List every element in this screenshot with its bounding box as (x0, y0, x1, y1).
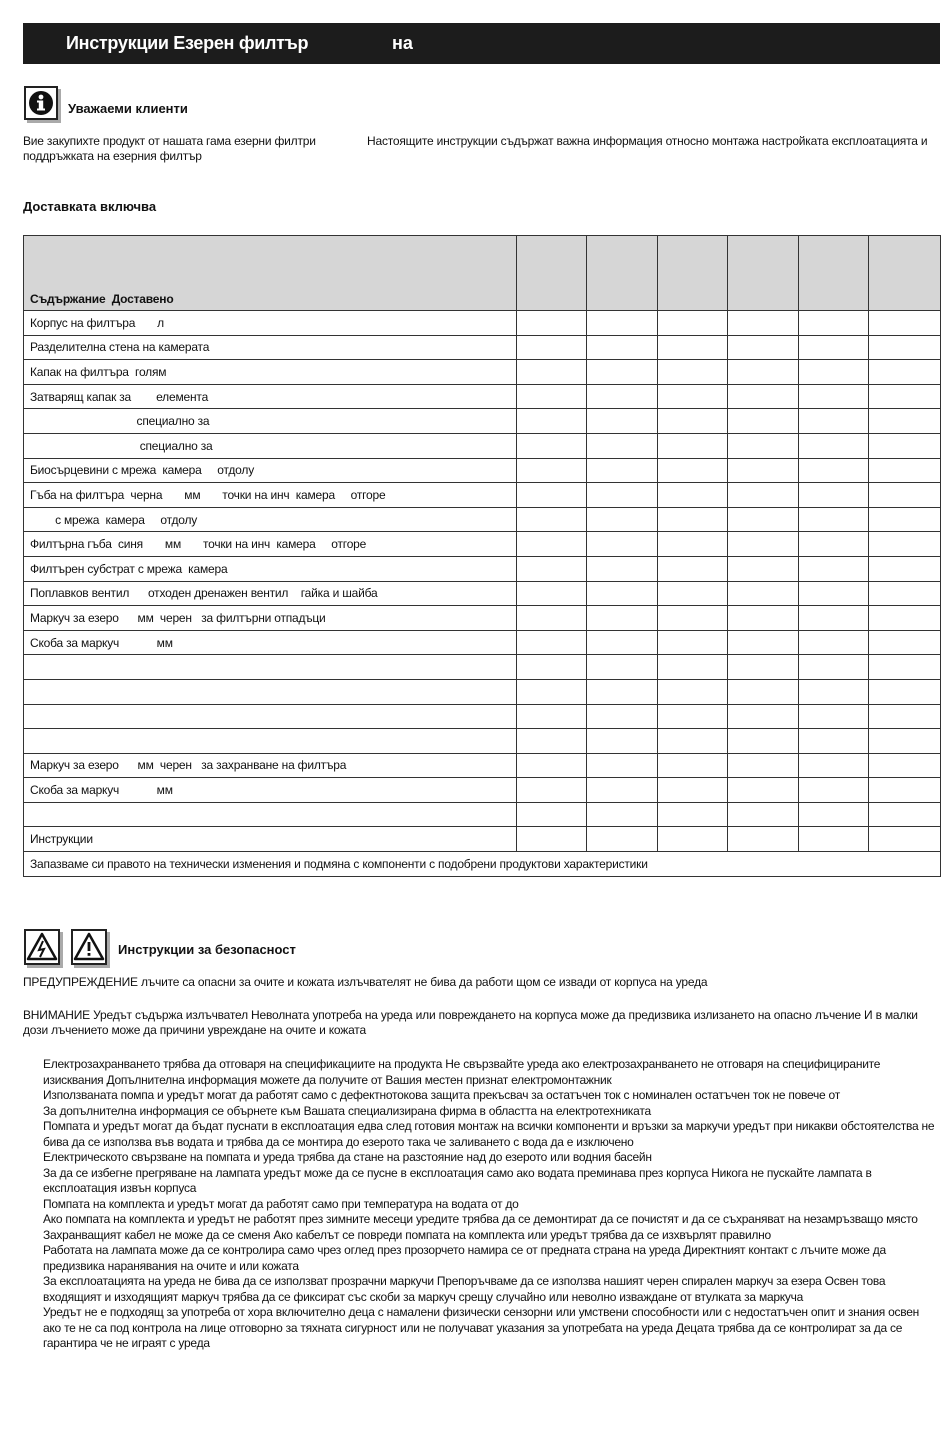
table-row: Затварящ капак за елемента (24, 384, 941, 409)
document-title-suffix: на (392, 33, 413, 53)
table-row (24, 729, 941, 754)
table-row: Разделителна стена на камерата (24, 335, 941, 360)
table-row: Скоба за маркуч мм (24, 630, 941, 655)
delivery-table (23, 235, 941, 877)
safety-item: Електрозахранването трябва да отговаря на спецификациите на продукта Не свързвайте уреда ако електрозахранването не отговаря на специфицираните изисквания Допълнителна информация можете да получите от Вашия местен признат електромонтажник (43, 1057, 881, 1087)
table-row (24, 679, 941, 704)
table-row: специално за (24, 433, 941, 458)
intro-right-text: Настоящите инструкции съдържат важна информация относно монтажа настройката експлоатацията и (367, 134, 928, 148)
title-banner (23, 23, 940, 64)
safety-item: За да се избегне прегряване на лампата уредът може да се пусне в експлоатация само ако водата преминава през корпуса Никога не пускайте лампата в експлоатация извън корпуса (43, 1165, 872, 1195)
table-note: Запазваме си правото на технически изменения и подмяна с компоненти с подобрени продуктови характеристики (24, 852, 941, 877)
table-row: Гъба на филтъра черна мм точки на инч камера отгоре (24, 483, 941, 508)
table-row: Биосърцевини с мрежа камера отдолу (24, 458, 941, 483)
safety-item: Помпата на комплекта и уредът могат да работят само при температура на водата от до (43, 1196, 519, 1211)
safety-instructions-list (43, 1057, 939, 1352)
table-row: Филтърен субстрат с мрежа камера (24, 556, 941, 581)
info-icon (24, 86, 58, 120)
safety-item: Ако помпата на комплекта и уредът не работят през зимните месеци уредите трябва да се демонтират да се почистят и да се съхраняват на незамръзващо място (43, 1212, 918, 1226)
safety-item: Работата на лампата може да се контролира само чрез оглед през прозорчето намира се от предната страна на уреда Директният контакт с лъчите може да предизвика наранявания на очите и или кожата (43, 1243, 886, 1273)
table-row: специално за (24, 409, 941, 434)
intro-left-text: Вие закупихте продукт от нашата гама езерни филтри поддръжката на езерния филтър (23, 134, 316, 163)
table-row: Скоба за маркуч мм (24, 778, 941, 803)
table-row: Поплавков вентил отходен дренажен вентил гайка и шайба (24, 581, 941, 606)
table-row: Маркуч за езеро мм черен за захранване на филтъра (24, 753, 941, 778)
table-row: Капак на филтъра голям (24, 360, 941, 385)
intro-heading: Уважаеми клиенти (68, 101, 188, 116)
table-header-label: Съдържание Доставено (24, 236, 517, 311)
table-row: Корпус на филтъра л (24, 311, 941, 336)
document-title: Инструкции Езерен филтър (66, 33, 309, 53)
table-note-row (24, 852, 941, 877)
safety-item: Уредът не е подходящ за употреба от хора включително деца с намалени физически сензорни или умствени способности или с недостатъчен опит и знания освен ако те не са под контрола на лице отговорно за тяхната сигурност или не получават указания за употребата на уреда Децата трябва да се контролират за да се гарантира че не играят с уреда (43, 1305, 920, 1350)
delivery-heading: Доставката включва (23, 199, 157, 214)
safety-item: Помпата и уредът могат да бъдат пуснати в експлоатация едва след готовия монтаж на всички компоненти и връзки за маркучи уредът при никакви обстоятелства не бива да се използва във водата и трябва да се монтира до езерото така че заливането с вода да е изключено (43, 1119, 935, 1149)
safety-heading: Инструкции за безопасност (118, 942, 296, 957)
safety-warning: ПРЕДУПРЕЖДЕНИЕ лъчите са опасни за очите и кожата излъчвателят не бива да работи щом се извади от корпуса на уреда (23, 975, 708, 989)
safety-item: Захранващият кабел не може да се сменя Ако кабелът се повреди помпата на комплекта или уредът трябва да се изхвърлят правилно (43, 1227, 771, 1242)
table-header-row (24, 236, 941, 311)
safety-item: Използваната помпа и уредът могат да работят само с дефектнотокова защита прекъсвач за остатъчен ток с номинален остатъчен ток не повече от (43, 1088, 840, 1102)
table-row: Маркуч за езеро мм черен за филтърни отпадъци (24, 606, 941, 631)
warning-electric-icon (24, 929, 60, 965)
table-row: с мрежа камера отдолу (24, 507, 941, 532)
table-row (24, 802, 941, 827)
safety-item: За допълнителна информация се обърнете към Вашата специализирана фирма в областта на електротехниката (43, 1103, 651, 1118)
warning-icon (71, 929, 107, 965)
table-row (24, 704, 941, 729)
table-row (24, 655, 941, 680)
safety-item: Електрическото свързване на помпата и уреда трябва да стане на разстояние над до езерото или водния басейн (43, 1150, 652, 1164)
table-row: Филтърна гъба синя мм точки на инч камера отгоре (24, 532, 941, 557)
safety-attention: ВНИМАНИЕ Уредът съдържа излъчвател Неволната употреба на уреда или повреждането на корпуса може да предизвика излизането на опасно лъчение И в малки дози лъчението може да причини увреждане на очите и кожата (23, 1008, 918, 1037)
safety-item: За експлоатацията на уреда не бива да се използват прозрачни маркучи Препоръчваме да се използва нашият черен спирален маркуч за езера Освен това входящият и изходящият маркуч трябва да се фиксират със скоби за маркуч срещу случайно или неволно изваждане от втулката за маркуча (43, 1274, 886, 1304)
table-row: Инструкции (24, 827, 941, 852)
